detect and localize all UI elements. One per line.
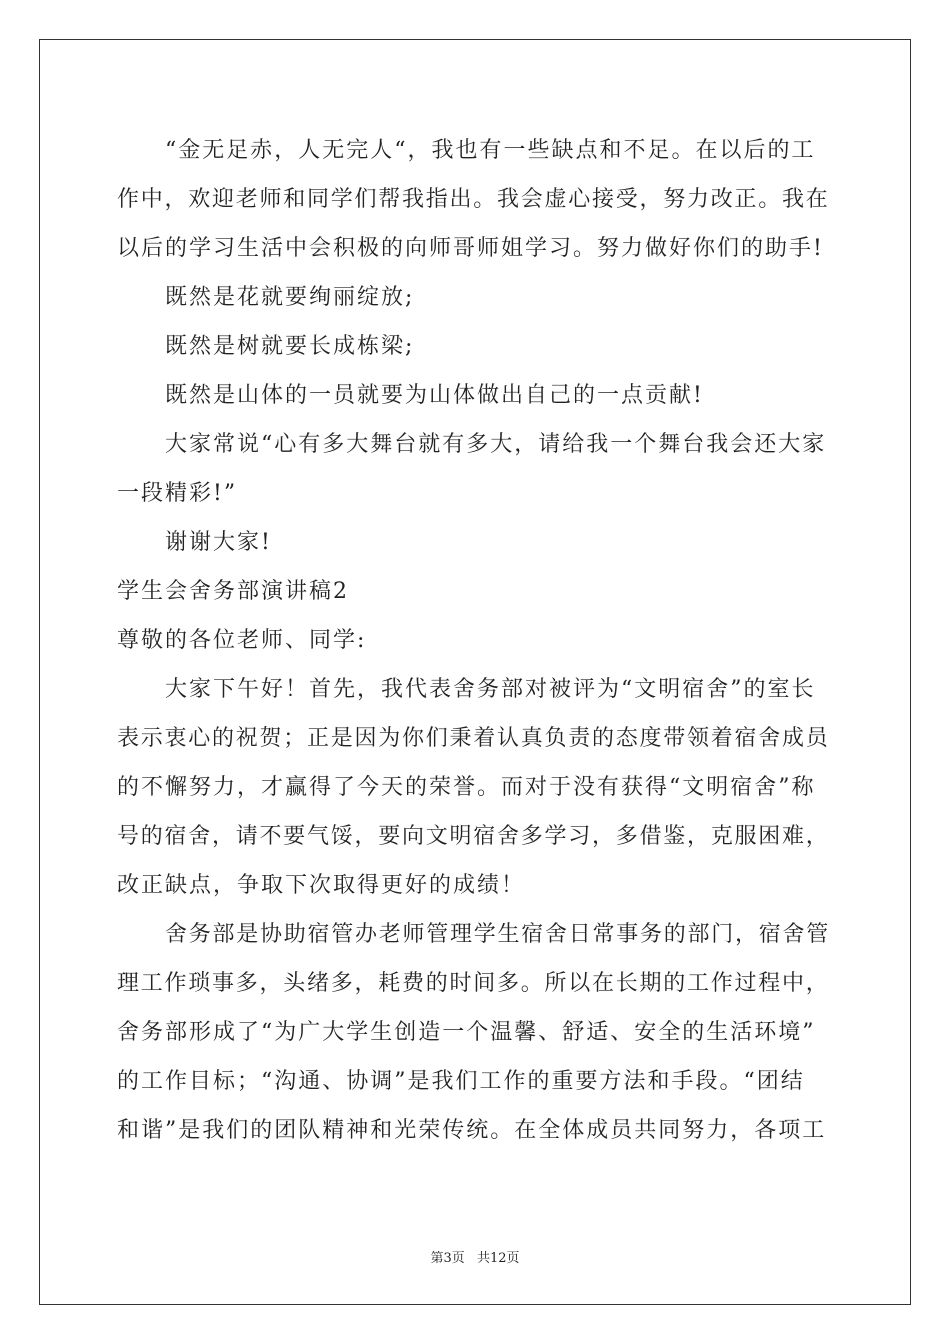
text-line: 以后的学习生活中会积极的向师哥师姐学习。努力做好你们的助手! bbox=[117, 236, 824, 261]
text-line: 既然是山体的一员就要为山体做出自己的一点贡献! bbox=[165, 383, 704, 408]
text-line: 既然是花就要绚丽绽放; bbox=[165, 285, 415, 310]
page-footer bbox=[0, 1247, 950, 1266]
section-heading: 学生会舍务部演讲稿2 bbox=[117, 579, 349, 604]
page-number: 第3页 bbox=[430, 1251, 465, 1266]
text-line: 改正缺点，争取下次取得更好的成绩！ bbox=[117, 873, 526, 898]
salutation: 尊敬的各位老师、同学: bbox=[117, 628, 367, 653]
text-line: “金无足赤，人无完人“，我也有一些缺点和不足。在以后的工 bbox=[165, 138, 816, 163]
text-line: 号的宿舍，请不要气馁，要向文明宿舍多学习，多借鉴，克服困难， bbox=[117, 824, 830, 849]
text-line: 的工作目标；“沟通、协调”是我们工作的重要方法和手段。“团结 bbox=[117, 1069, 805, 1094]
page-total: 共12页 bbox=[476, 1251, 520, 1266]
text-line: 大家常说“心有多大舞台就有多大，请给我一个舞台我会还大家 bbox=[165, 432, 827, 457]
text-line: 和谐”是我们的团队精神和光荣传统。在全体成员共同努力，各项工 bbox=[117, 1118, 827, 1143]
text-line: 舍务部是协助宿管办老师管理学生宿舍日常事务的部门，宿舍管 bbox=[165, 922, 831, 947]
document-body bbox=[117, 126, 833, 1155]
text-line: 大家下午好！首先，我代表舍务部对被评为“文明宿舍”的室长 bbox=[165, 677, 816, 702]
text-line: 既然是树就要长成栋梁; bbox=[165, 334, 415, 359]
text-line: 一段精彩!” bbox=[117, 481, 238, 506]
text-line: 理工作琐事多，头绪多，耗费的时间多。所以在长期的工作过程中， bbox=[117, 971, 830, 996]
text-line: 谢谢大家! bbox=[165, 530, 272, 555]
text-line: 表示衷心的祝贺；正是因为你们秉着认真负责的态度带领着宿舍成员 bbox=[117, 726, 830, 751]
text-line: 作中，欢迎老师和同学们帮我指出。我会虚心接受，努力改正。我在 bbox=[117, 187, 830, 212]
text-line: 舍务部形成了“为广大学生创造一个温馨、舒适、安全的生活环境” bbox=[117, 1020, 816, 1045]
text-line: 的不懈努力，才赢得了今天的荣誉。而对于没有获得“文明宿舍”称 bbox=[117, 775, 816, 800]
